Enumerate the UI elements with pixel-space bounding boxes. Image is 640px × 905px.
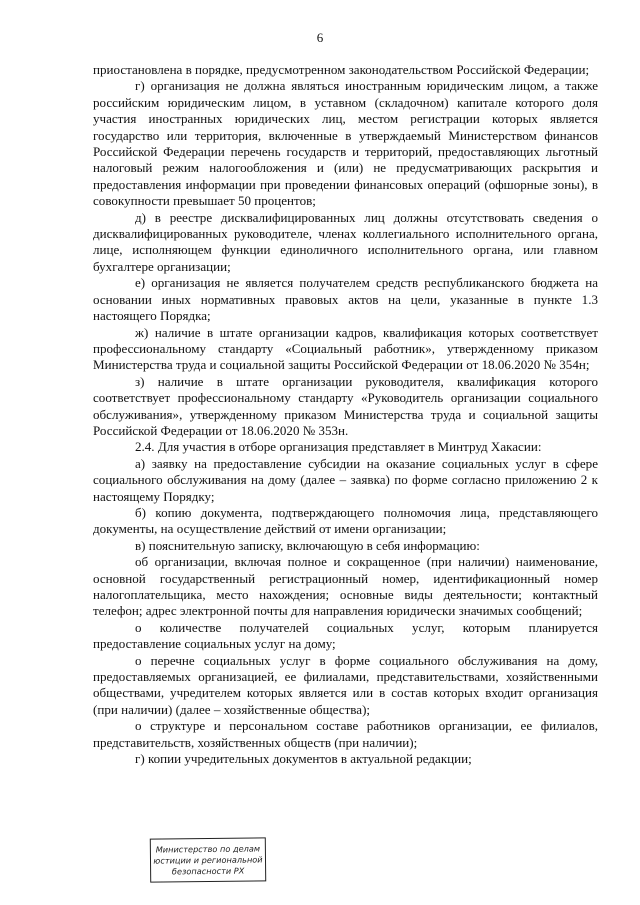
stamp-line: юстиции и региональной [153,854,263,866]
stamp-line: безопасности РХ [171,865,245,877]
page-number: 6 [316,30,324,45]
ministry-stamp [150,837,266,882]
paragraph: о перечне социальных услуг в форме социального обслуживания на дому, предоставляемых организацией, ее филиалами, представительствами, хозяйственными обществами, учредителем которых является или в состав которых входит организация (при наличии) (далее – хозяйственные общества); [93,652,598,717]
paragraph: г) копии учредительных документов в актуальной редакции; [135,751,472,767]
paragraph: е) организация не является получателем средств республиканского бюджета на основании иных нормативных правовых актов на цели, указанные в пункте 1.3 настоящего Порядка; [93,275,598,324]
paragraph: а) заявку на предоставление субсидии на оказание социальных услуг в сфере социального обслуживания на дому (далее – заявка) по форме согласно приложению 2 к настоящему Порядку; [93,455,598,504]
paragraph: об организации, включая полное и сокращенное (при наличии) наименование, основной государственный регистрационный номер, идентификационный номер налогоплательщика, место нахождения; основные виды деятельности; контактный телефон; адрес электронной почты для направления юридически значимых сообщений; [93,554,598,619]
paragraph: г) организация не должна являться иностранным юридическим лицом, а также российским юридическим лицом, в уставном (складочном) капитале которого доля участия иностранных юридических лиц, местом регистрации которых является государство или территория, включенные в утверждаемый Министерством финансов Российской Федерации перечень государств и территорий, предоставляющих льготный налоговый режим налогообложения и (или) не предусматривающих раскрытия и предоставления информации при проведении финансовых операций (офшорные зоны), в совокупности превышает 50 процентов; [93,78,598,209]
paragraph: б) копию документа, подтверждающего полномочия лица, представляющего документы, на осуществление действий от имени организации; [93,504,598,537]
paragraph: ж) наличие в штате организации кадров, квалификация которых соответствует профессиональному стандарту «Социальный работник», утвержденному приказом Министерства труда и социальной защиты Российской Федерации от 18.06.2020 № 354н; [93,324,598,373]
paragraph: о структуре и персональном составе работников организации, ее филиалов, представительств, хозяйственных обществ (при наличии); [93,718,598,750]
paragraph: приостановлена в порядке, предусмотренном законодательством Российской Федерации; [93,62,590,77]
paragraph: 2.4. Для участия в отборе организация представляет в Минтруд Хакасии: [135,439,542,455]
paragraph: о количестве получателей социальных услуг, которым планируется предоставление социальных услуг на дому; [93,619,598,652]
paragraph: в) пояснительную записку, включающую в себя информацию: [135,537,480,553]
document-body [93,62,598,767]
paragraph: д) в реестре дисквалифицированных лиц должны отсутствовать сведения о дисквалифицированных руководителе, членах коллегиального исполнительного органа, лице, исполняющем функции единоличного исполнительного органа, или главном бухгалтере организации; [93,209,598,274]
stamp-line: Министерство по делам [155,843,261,855]
paragraph: з) наличие в штате организации руководителя, квалификация которого соответствует профессиональному стандарту «Руководитель организации социального обслуживания», утвержденному приказом Министерства труда и социальной защиты Российской Федерации от 18.06.2020 № 353н. [93,373,598,438]
